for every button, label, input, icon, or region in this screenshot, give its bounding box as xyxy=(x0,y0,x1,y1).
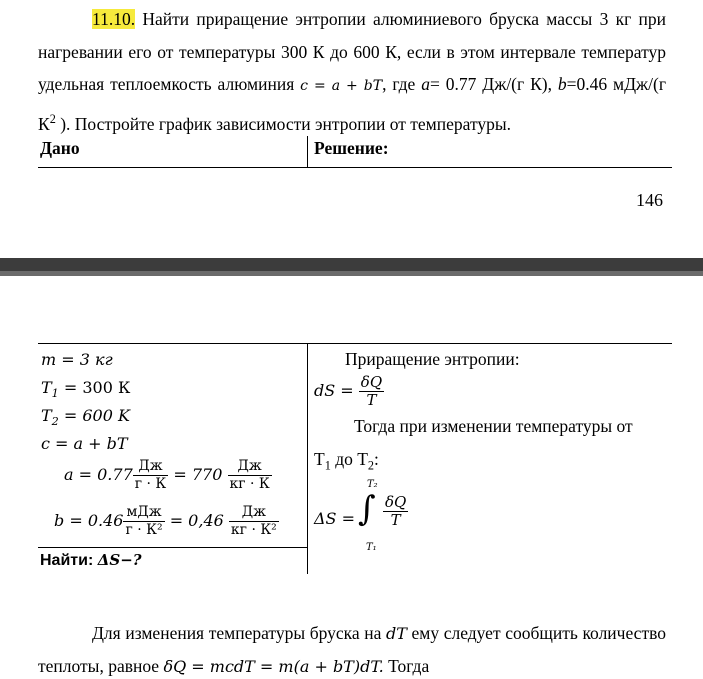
solution-text-t1-t2: $T_1$ до $T_2$: xyxy=(314,449,379,473)
page-separator xyxy=(0,258,703,276)
given-t2: $T_2 = 600$ K xyxy=(41,406,130,429)
b-fraction-1: $\frac{\text{мДж}}{\text{г · К²}}$ xyxy=(125,504,163,538)
find-divider xyxy=(38,547,307,548)
dT-symbol: dT xyxy=(385,624,407,643)
heat-capacity-formula: c = a + bT xyxy=(300,78,383,94)
b-fraction-2: $\frac{Дж}{\text{кг · К²}}$ xyxy=(230,504,277,538)
problem-text-5: ). Постройте график зависимости энтропии от температуры. xyxy=(55,113,511,134)
problem-text-2: , где xyxy=(382,74,422,94)
superscript-2: 2 xyxy=(49,111,56,126)
table-column-divider xyxy=(307,344,308,574)
var-b: b xyxy=(557,74,567,94)
page-bottom xyxy=(0,276,703,679)
given-heading: Дано xyxy=(40,138,80,158)
integral-fraction: $\frac{\delta Q}{T}$ xyxy=(385,493,407,529)
given-mass: m = 3 кг xyxy=(41,350,113,369)
given-b: b = 0.46 $\frac{\text{мДж}}{\text{г · К²}}$ = 0,46 $\frac{Дж}{\text{кг · К²}}$ xyxy=(54,504,277,538)
solution-entropy-increment: Приращение энтропии: xyxy=(345,349,520,369)
var-a: a xyxy=(421,74,430,94)
given-a: a = 0.77 $\frac{Дж}{г \cdot К}$ = 770 $\frac{Дж}{кг \cdot К}$ xyxy=(64,458,270,492)
a-fraction-1: $\frac{Дж}{г \cdot К}$ xyxy=(134,458,167,492)
solution-text-temp-change: Тогда при изменении температуры от xyxy=(354,416,633,436)
given-solution-table xyxy=(38,343,672,574)
problem-text-3: = 0.77 Дж/(г К), xyxy=(429,74,558,94)
column-divider xyxy=(307,136,308,167)
dQ-formula: δQ = mcdT = m(a + bT)dT. xyxy=(163,657,384,676)
a-fraction-2: $\frac{Дж}{кг \cdot К}$ xyxy=(229,458,270,492)
solution-delta-s-lhs: ΔS = xyxy=(314,509,356,528)
page-top xyxy=(0,0,703,258)
given-solution-header xyxy=(38,136,672,168)
integral-upper-limit: T₂ xyxy=(367,479,378,490)
given-t1: $T_1 = 300$ К xyxy=(41,378,131,401)
given-c: c = a + bT xyxy=(41,434,128,453)
solution-heading: Решение: xyxy=(314,138,389,158)
bottom-paragraph: Для изменения температуры бруска на dT ему следует сообщить количество теплоты, равное δQ = mcdT = m(a + bT)dT. Тогда xyxy=(38,623,666,676)
page-number: 146 xyxy=(636,190,663,210)
problem-text-4: =0.46 мДж/(г К xyxy=(38,74,667,134)
problem-number: 11.10. xyxy=(92,9,136,29)
problem-statement xyxy=(38,3,666,140)
solution-ds-formula: dS = $\frac{\delta Q}{T}$ xyxy=(314,373,383,409)
problem-text-1: Найти приращение энтропии алюминиевого бруска массы 3 кг при нагревании его от температуры 300 К до 600 К, если в этом интервале температур удельная теплоемкость алюминия xyxy=(38,9,666,94)
integral-lower-limit: T₁ xyxy=(366,542,377,553)
find-line: Найти: ΔS−? xyxy=(40,551,142,569)
integral-sign: ∫ xyxy=(358,489,376,529)
